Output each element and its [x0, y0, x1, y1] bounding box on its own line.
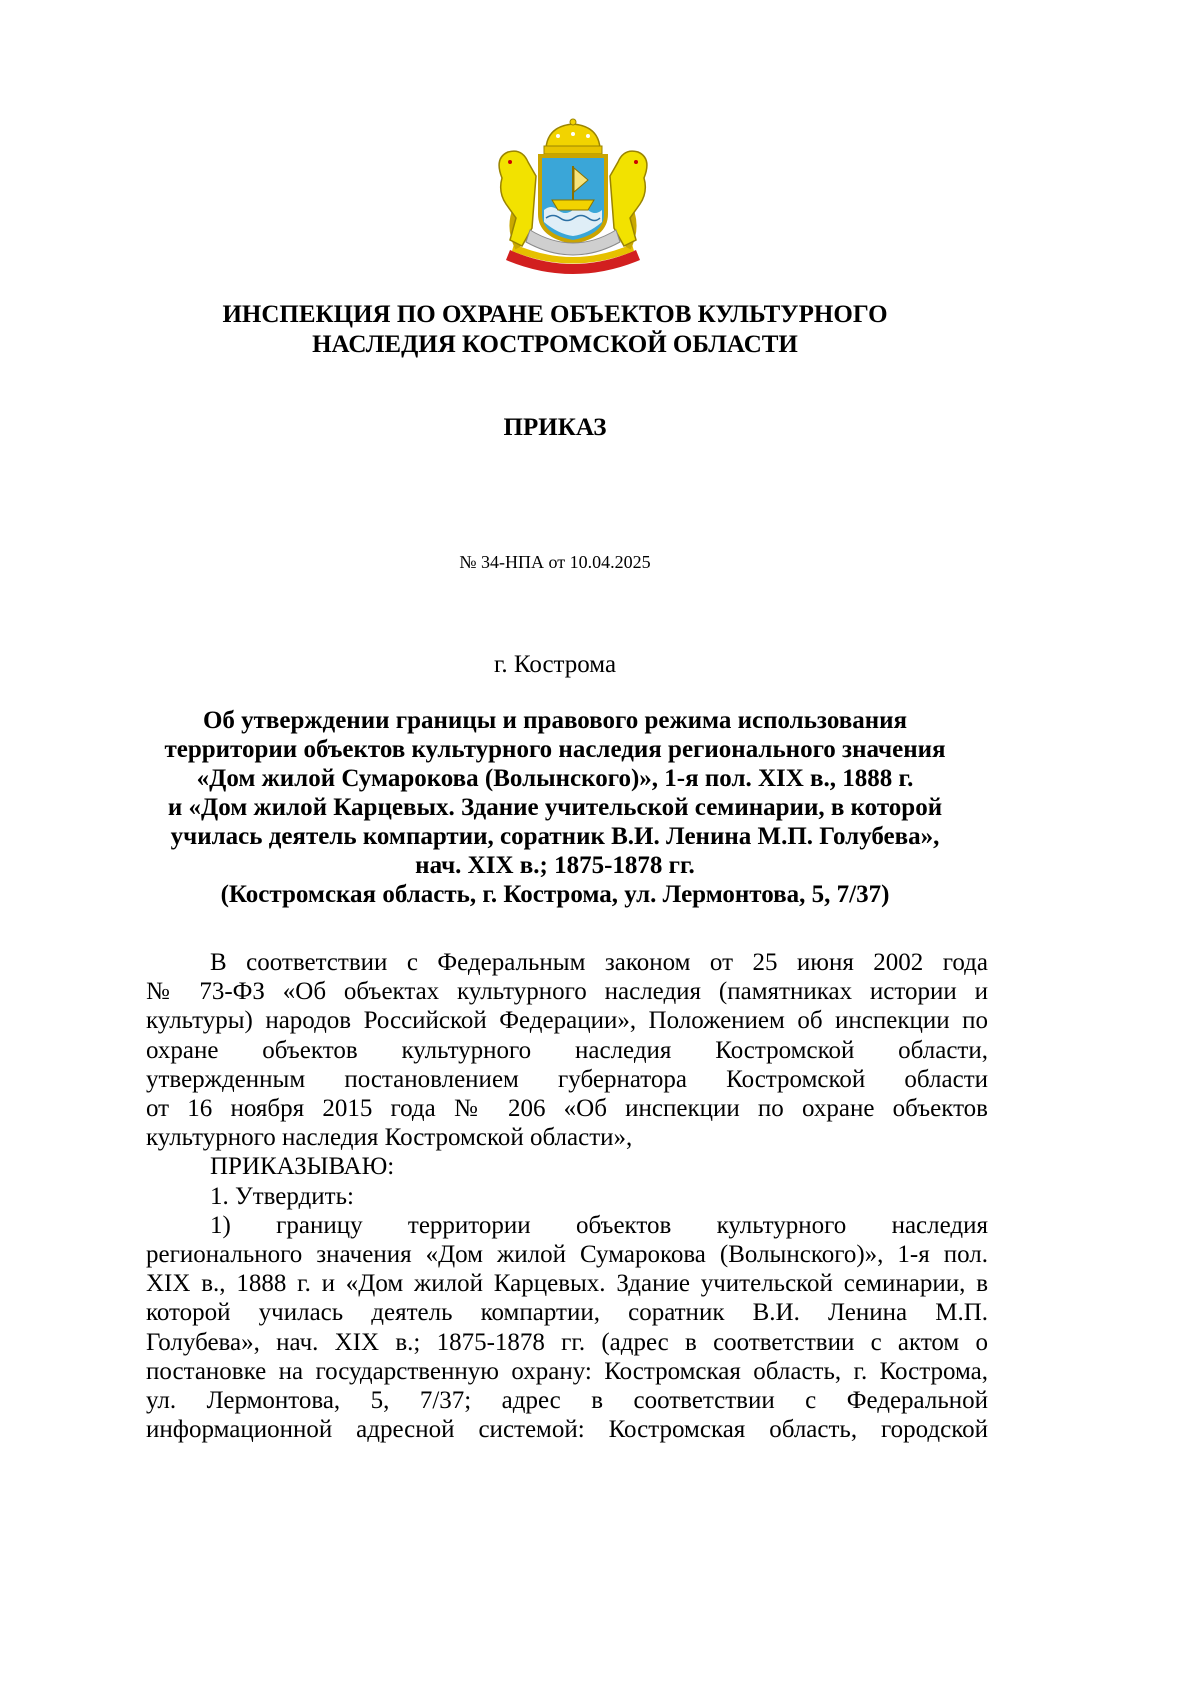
body-line: регионального значения «Дом жилой Сумарокова (Волынского)», 1-я пол.	[146, 1241, 988, 1269]
subject-line: Об утверждении границы и правового режима использования	[202, 707, 908, 734]
organization-line: НАСЛЕДИЯ КОСТРОМСКОЙ ОБЛАСТИ	[312, 331, 798, 358]
body-line: 1) границу территории объектов культурного наследия	[210, 1211, 988, 1239]
body-line: охране объектов культурного наследия Костромской области,	[146, 1036, 988, 1064]
subject-line: училась деятель компартии, соратник В.И. Ленина М.П. Голубева»,	[170, 823, 940, 850]
coat-of-arms-icon	[488, 118, 658, 274]
organization-name	[0, 300, 1110, 360]
body-line: от 16 ноября 2015 года № 206 «Об инспекции по охране объектов	[146, 1095, 988, 1123]
order-subject	[0, 706, 1110, 909]
document-type: ПРИКАЗ	[503, 414, 607, 441]
body-line: постановке на государственную охрану: Костромская область, г. Кострома,	[146, 1357, 988, 1385]
body-line: № 73-ФЗ «Об объектах культурного наследия (памятниках истории и	[146, 978, 988, 1006]
coat-of-arms-emblem	[488, 118, 658, 274]
subject-line: (Костромская область, г. Кострома, ул. Лермонтова, 5, 7/37)	[220, 881, 890, 908]
body-line: Голубева», нач. XIX в.; 1875-1878 гг. (адрес в соответствии с актом о	[146, 1328, 988, 1356]
body-line: культуры) народов Российской Федерации», Положением об инспекции по	[146, 1007, 988, 1035]
body-line: В соответствии с Федеральным законом от 25 июня 2002 года	[210, 949, 988, 976]
body-line: утвержденным постановлением губернатора Костромской области	[146, 1065, 988, 1093]
order-number-date: № 34-НПА от 10.04.2025	[459, 552, 651, 572]
organization-line: ИНСПЕКЦИЯ ПО ОХРАНЕ ОБЪЕКТОВ КУЛЬТУРНОГО	[222, 301, 888, 328]
body-line: ул. Лермонтова, 5, 7/37; адрес в соответствии с Федеральной	[146, 1387, 988, 1415]
body-line: культурного наследия Костромской области»,	[146, 1124, 633, 1152]
body-line: которой училась деятель компартии, соратник В.И. Ленина М.П.	[146, 1299, 988, 1327]
subject-line: «Дом жилой Сумарокова (Волынского)», 1-я пол. XIX в., 1888 г.	[196, 765, 914, 792]
subject-line: и «Дом жилой Карцевых. Здание учительской семинарии, в которой	[167, 794, 943, 821]
body-line: информационной адресной системой: Костромская область, городской	[146, 1416, 988, 1444]
body-line: XIX в., 1888 г. и «Дом жилой Карцевых. Здание учительской семинарии, в	[146, 1270, 988, 1298]
body-line: ПРИКАЗЫВАЮ:	[210, 1153, 395, 1181]
order-body	[146, 948, 988, 1444]
subject-line: нач. XIX в.; 1875-1878 гг.	[415, 852, 695, 879]
subject-line: территории объектов культурного наследия регионального значения	[164, 736, 946, 763]
city: г. Кострома	[493, 651, 617, 678]
body-line: 1. Утвердить:	[210, 1182, 354, 1210]
